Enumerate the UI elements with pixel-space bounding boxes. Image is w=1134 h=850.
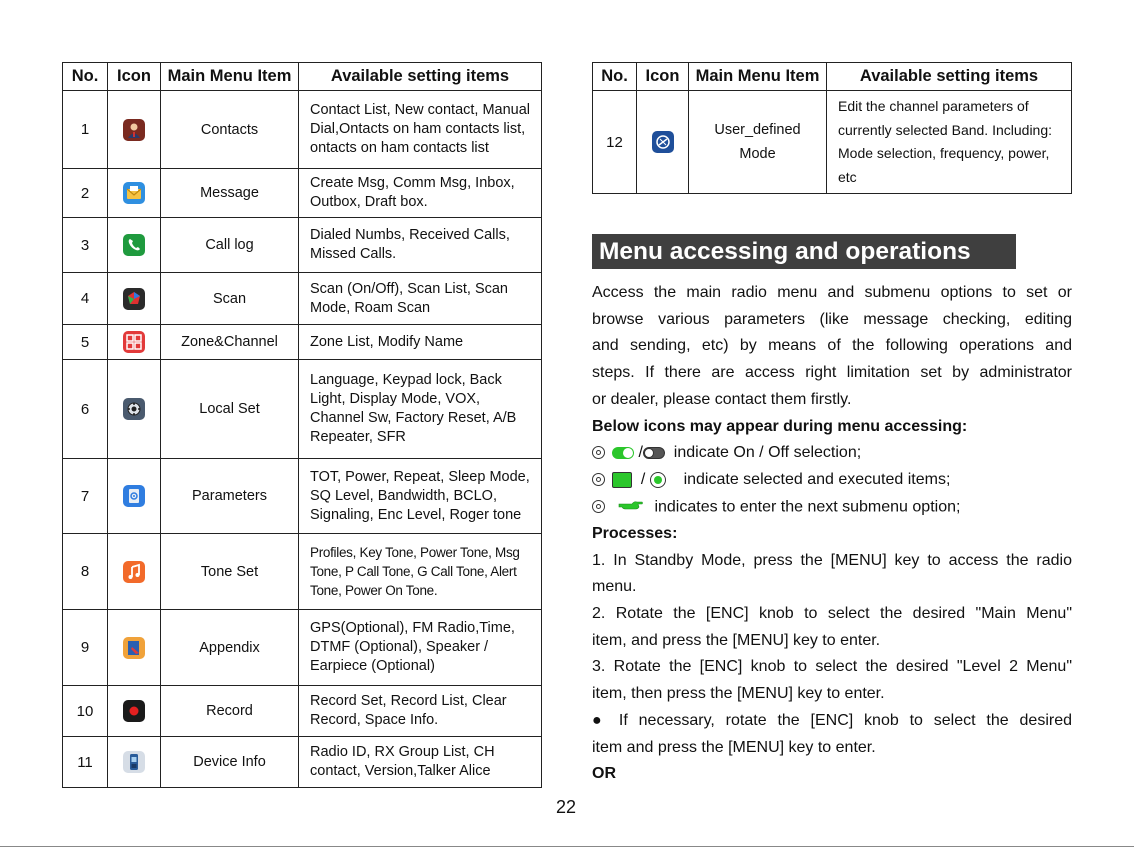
- contacts-icon: [123, 119, 145, 141]
- step-line: 2. Rotate the [ENC] knob to select the desired "Main Menu": [592, 605, 1072, 623]
- table-row: [63, 91, 542, 169]
- setting-items: Create Msg, Comm Msg, Inbox, Outbox, Draft box.: [299, 169, 542, 218]
- main-menu-table-right: [592, 62, 1072, 194]
- row-number: 3: [63, 218, 108, 273]
- table-header-row: [593, 63, 1072, 91]
- table-row: [63, 737, 542, 788]
- separator: /: [640, 470, 646, 488]
- row-number: 11: [63, 737, 108, 788]
- menu-item-name: Tone Set: [161, 534, 299, 610]
- header-icon: Icon: [637, 63, 689, 91]
- step-line: 3. Rotate the [ENC] knob to select the desired "Level 2 Menu": [592, 658, 1072, 676]
- call-log-icon: [123, 234, 145, 256]
- legend-text: indicates to enter the next submenu option;: [654, 498, 961, 516]
- bullet-circle-icon: [592, 446, 605, 459]
- setting-items: Record Set, Record List, Clear Record, Space Info.: [299, 686, 542, 737]
- header-available-setting-items: Available setting items: [299, 63, 542, 91]
- row-number: 9: [63, 610, 108, 686]
- row-number: 7: [63, 459, 108, 534]
- icon-legend-submenu: [592, 494, 1072, 521]
- row-number: 1: [63, 91, 108, 169]
- header-available-setting-items: Available setting items: [827, 63, 1072, 91]
- user-defined-mode-icon: [652, 131, 674, 153]
- intro-line: and sending, etc) by means of the following operations and: [592, 337, 1072, 355]
- menu-item-name: Call log: [161, 218, 299, 273]
- table-row: [63, 686, 542, 737]
- icon-legend-toggle: [592, 440, 1072, 467]
- step-line: item, and press the [MENU] key to enter.: [592, 631, 881, 649]
- row-number: 12: [593, 91, 637, 194]
- setting-items: TOT, Power, Repeat, Sleep Mode, SQ Level, Bandwidth, BCLO, Signaling, Enc Level, Roger tone: [299, 459, 542, 534]
- toggle-off-icon: [643, 447, 665, 459]
- record-icon: [123, 700, 145, 722]
- row-number: 10: [63, 686, 108, 737]
- menu-item-name: Device Info: [161, 737, 299, 788]
- processes-heading: Processes:: [592, 524, 678, 542]
- table-row: [593, 91, 1072, 194]
- setting-items: Zone List, Modify Name: [299, 325, 542, 360]
- step-line: menu.: [592, 578, 637, 596]
- bullet-circle-icon: [592, 473, 605, 486]
- row-number: 6: [63, 360, 108, 459]
- menu-item-name: Appendix: [161, 610, 299, 686]
- appendix-icon: [123, 637, 145, 659]
- menu-item-name: Local Set: [161, 360, 299, 459]
- row-number: 2: [63, 169, 108, 218]
- row-number: 5: [63, 325, 108, 360]
- menu-item-name: Zone&Channel: [161, 325, 299, 360]
- table-row: [63, 610, 542, 686]
- icon-legend-selected: [592, 467, 1072, 494]
- table-row: [63, 325, 542, 360]
- setting-items: Scan (On/Off), Scan List, Scan Mode, Roam Scan: [299, 273, 542, 325]
- menu-item-name: Scan: [161, 273, 299, 325]
- device-info-icon: [123, 751, 145, 773]
- page-number: 22: [556, 797, 577, 817]
- row-number: 8: [63, 534, 108, 610]
- table-header-row: [63, 63, 542, 91]
- legend-text: indicate selected and executed items;: [683, 470, 951, 488]
- separator: /: [638, 444, 643, 462]
- or-label: OR: [592, 765, 616, 783]
- table-row: [63, 360, 542, 459]
- section-body: [592, 280, 1072, 788]
- intro-line: steps. If there are access right limitation set by administrator: [592, 364, 1072, 382]
- menu-item-name: [689, 91, 827, 194]
- intro-line: browse various parameters (like message checking, editing: [592, 310, 1072, 328]
- menu-item-name: Parameters: [161, 459, 299, 534]
- menu-item-name: Record: [161, 686, 299, 737]
- executed-dot-icon: [650, 472, 666, 488]
- pointing-hand-icon: [618, 494, 644, 521]
- header-no: No.: [593, 63, 637, 91]
- zone-channel-icon: [123, 331, 145, 353]
- step-line: ● If necessary, rotate the [ENC] knob to select the desired: [592, 711, 1072, 729]
- setting-items: Profiles, Key Tone, Power Tone, Msg Tone, P Call Tone, G Call Tone, Alert Tone, Power On Tone.: [299, 534, 542, 610]
- step-line: item and press the [MENU] key to enter.: [592, 738, 876, 756]
- table-row: [63, 459, 542, 534]
- setting-items: Dialed Numbs, Received Calls, Missed Calls.: [299, 218, 542, 273]
- setting-items: Edit the channel parameters of currently selected Band. Including: Mode selection, frequency, power, etc: [827, 91, 1072, 194]
- intro-line: Access the main radio menu and submenu options to set or: [592, 284, 1072, 301]
- parameters-icon: [123, 485, 145, 507]
- selected-square-icon: [612, 472, 632, 488]
- message-icon: [123, 182, 145, 204]
- menu-item-name: Contacts: [161, 91, 299, 169]
- header-icon: Icon: [108, 63, 161, 91]
- section-title: Menu accessing and operations: [592, 234, 1016, 269]
- tone-set-icon: [123, 561, 145, 583]
- header-main-menu-item: Main Menu Item: [161, 63, 299, 91]
- header-no: No.: [63, 63, 108, 91]
- scan-icon: [123, 288, 145, 310]
- bottom-divider: [0, 846, 1134, 847]
- header-main-menu-item: Main Menu Item: [689, 63, 827, 91]
- setting-items: GPS(Optional), FM Radio,Time, DTMF (Optional), Speaker / Earpiece (Optional): [299, 610, 542, 686]
- local-set-icon: [123, 398, 145, 420]
- step-line: item, then press the [MENU] key to enter.: [592, 685, 885, 703]
- legend-text: indicate On / Off selection;: [673, 444, 862, 462]
- table-row: [63, 534, 542, 610]
- step-line: 1. In Standby Mode, press the [MENU] key to access the radio: [592, 551, 1072, 569]
- main-menu-table-left: [62, 62, 542, 788]
- table-row: [63, 169, 542, 218]
- toggle-on-icon: [612, 447, 634, 459]
- menu-item-name-line1: User_defined: [714, 122, 801, 138]
- icons-heading: Below icons may appear during menu accessing:: [592, 417, 968, 435]
- intro-line: or dealer, please contact them firstly.: [592, 390, 852, 408]
- setting-items: Language, Keypad lock, Back Light, Display Mode, VOX, Channel Sw, Factory Reset, A/B Repeater, SFR: [299, 360, 542, 459]
- bullet-circle-icon: [592, 500, 605, 513]
- setting-items: Radio ID, RX Group List, CH contact, Version,Talker Alice: [299, 737, 542, 788]
- menu-item-name-line2: Mode: [739, 146, 776, 162]
- table-row: [63, 273, 542, 325]
- table-row: [63, 218, 542, 273]
- setting-items: Contact List, New contact, Manual Dial,Ontacts on ham contacts list, ontacts on ham contacts list: [299, 91, 542, 169]
- row-number: 4: [63, 273, 108, 325]
- menu-item-name: Message: [161, 169, 299, 218]
